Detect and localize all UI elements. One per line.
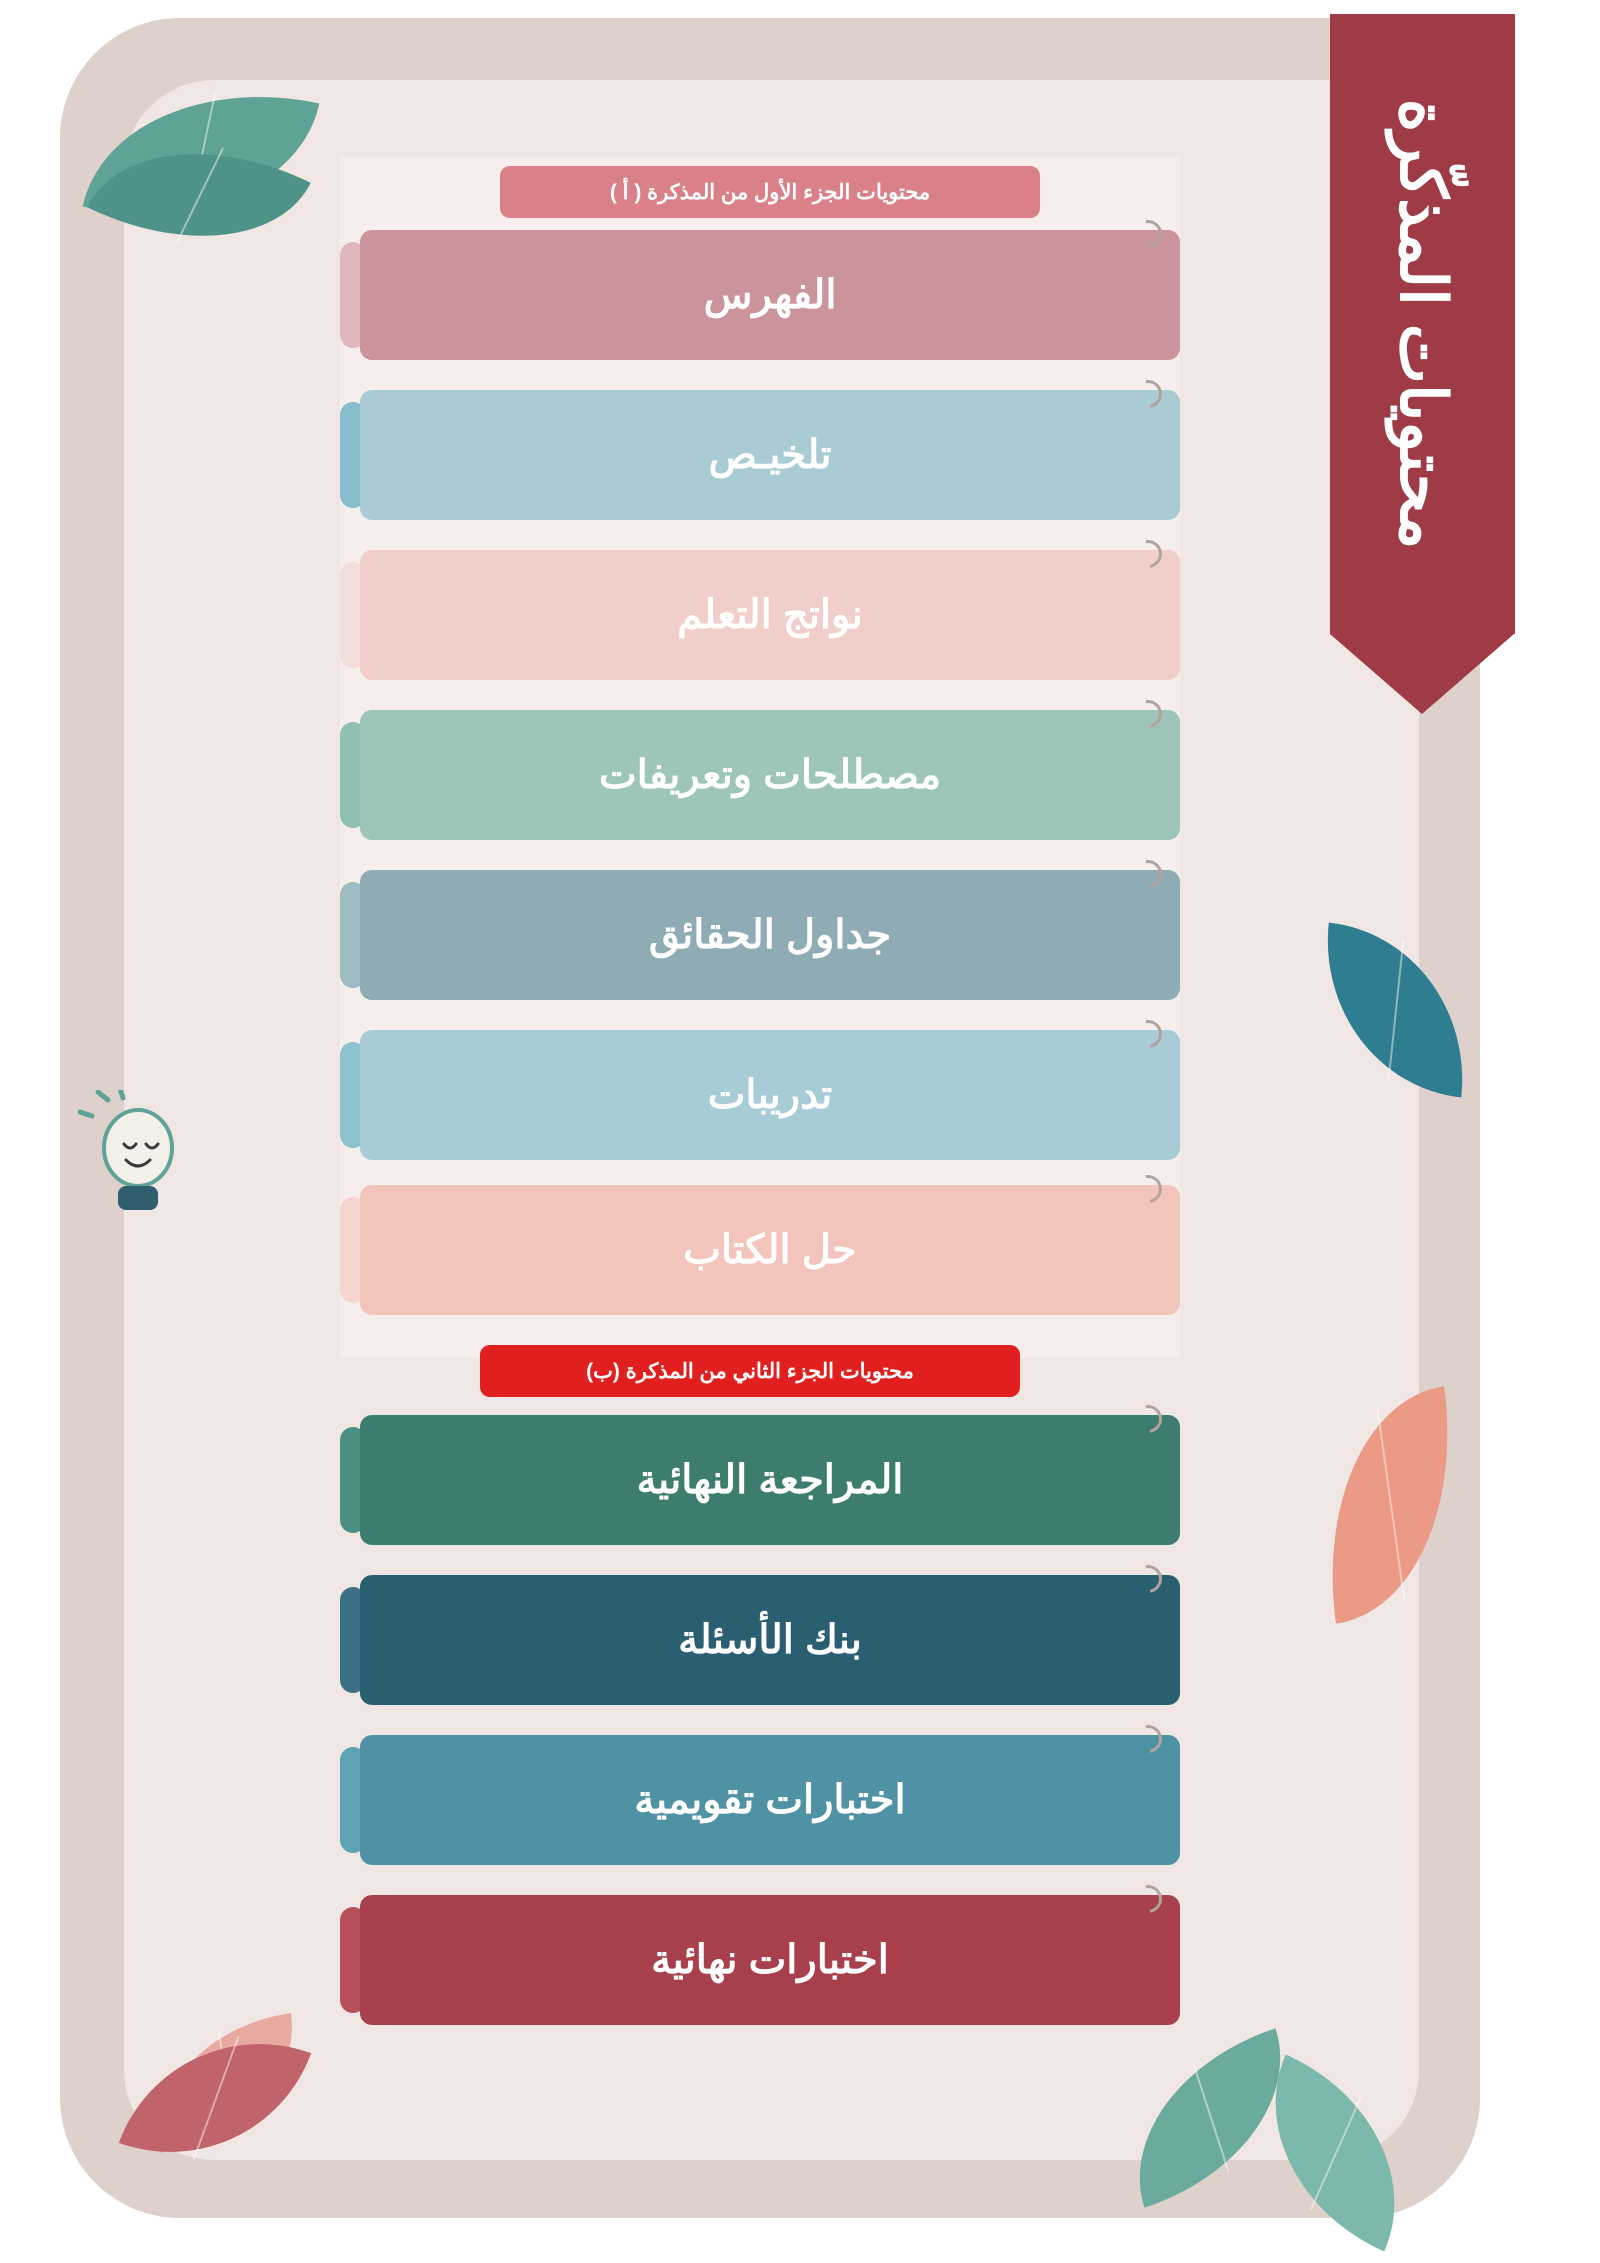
list-item[interactable] xyxy=(340,1735,1180,1865)
list-item-label: جداول الحقائق xyxy=(360,870,1180,1000)
list-item-label: نواتج التعلم xyxy=(360,550,1180,680)
list-item[interactable] xyxy=(340,870,1180,1000)
list-item-label: حل الكتاب xyxy=(360,1185,1180,1315)
list-item-label: الفهرس xyxy=(360,230,1180,360)
list-item[interactable] xyxy=(340,1575,1180,1705)
list-item[interactable] xyxy=(340,1415,1180,1545)
list-item[interactable] xyxy=(340,710,1180,840)
list-item-label: اختبارات تقويمية xyxy=(360,1735,1180,1865)
part-a-title: محتويات الجزء الأول من المذكرة ( أ ) xyxy=(500,166,1040,218)
list-item-label: مصطلحات وتعريفات xyxy=(360,710,1180,840)
list-item[interactable] xyxy=(340,550,1180,680)
list-item-label: اختبارات نهائية xyxy=(360,1895,1180,2025)
list-item[interactable] xyxy=(340,1185,1180,1315)
part-b-title: محتويات الجزء الثاني من المذكرة (ب) xyxy=(480,1345,1020,1397)
light-bulb-icon xyxy=(78,1090,188,1240)
list-item-label: بنك الأسئلة xyxy=(360,1575,1180,1705)
list-item[interactable] xyxy=(340,230,1180,360)
list-item-label: تدريبات xyxy=(360,1030,1180,1160)
list-item-label: تلخيـص xyxy=(360,390,1180,520)
ribbon-title: محتويات المذكّرة xyxy=(1387,98,1459,550)
list-item-label: المراجعة النهائية xyxy=(360,1415,1180,1545)
list-item[interactable] xyxy=(340,1030,1180,1160)
list-item[interactable] xyxy=(340,390,1180,520)
ribbon-banner xyxy=(1330,14,1515,634)
list-item[interactable] xyxy=(340,1895,1180,2025)
